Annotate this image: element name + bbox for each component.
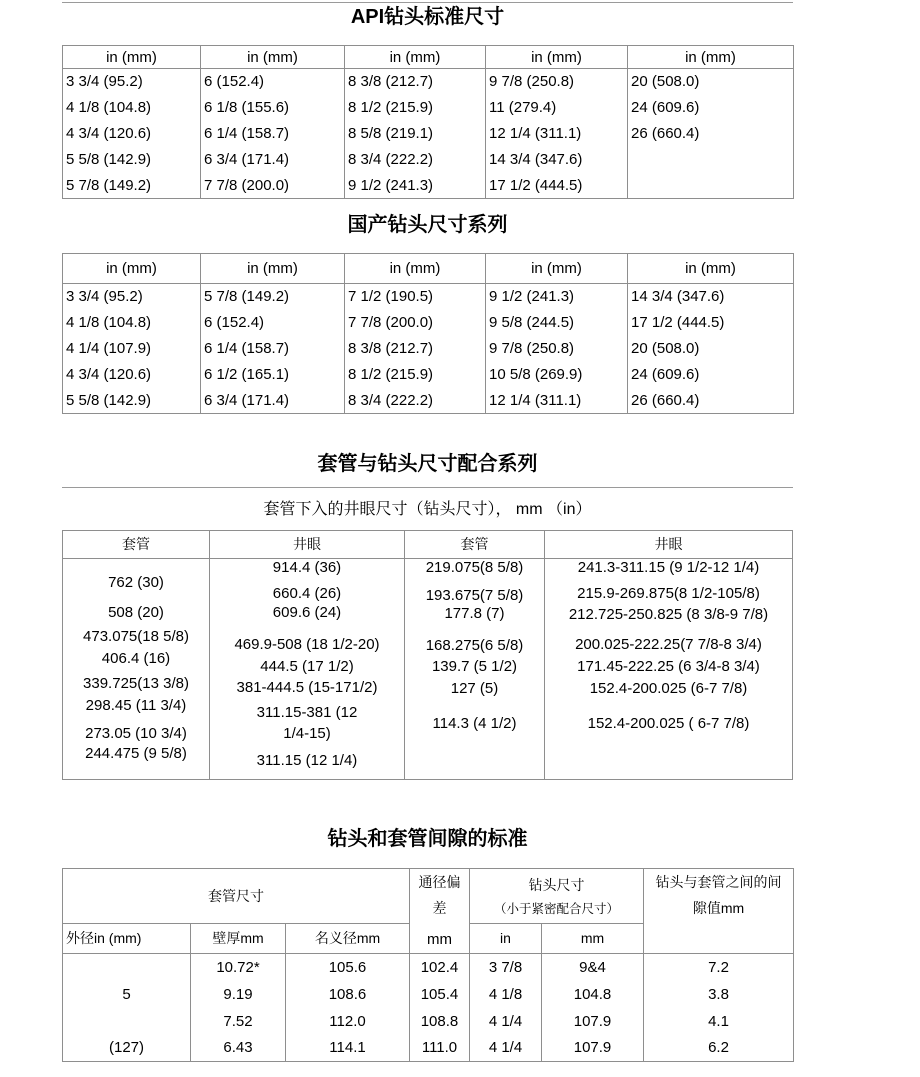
table-cell: 24 (609.6) (628, 95, 794, 121)
table-cell: 6.43 (191, 1035, 286, 1062)
column-header-wall-thickness: 壁厚mm (191, 923, 286, 953)
table-cell: 4 1/8 (104.8) (66, 314, 152, 331)
table-cell: 105.4 (410, 981, 470, 1008)
table-cell: 4 3/4 (120.6) (66, 125, 152, 142)
casing-hole-match-table (62, 530, 793, 780)
table-cell: 6 (152.4) (201, 69, 345, 95)
table-cell: 244.475 (9 5/8) (85, 745, 187, 762)
table-cell: 17 1/2 (444.5) (486, 173, 628, 199)
table-cell: 8 3/8 (212.7) (345, 336, 486, 362)
table-cell: 9 5/8 (244.5) (486, 310, 628, 336)
table-cell: 114.1 (286, 1035, 410, 1062)
casing-column-1 (63, 559, 209, 779)
column-header-outer-diameter: 外径in (mm) (66, 930, 142, 947)
table-cell: 11 (279.4) (486, 95, 628, 121)
casing-column-2 (404, 559, 544, 779)
column-header: in (mm) (486, 46, 628, 69)
table-row (63, 336, 794, 362)
table-cell: 5 5/8 (142.9) (66, 391, 152, 409)
column-header-nominal-diameter: 名义径mm (286, 923, 410, 953)
column-header: in (mm) (345, 254, 486, 284)
column-header-inches: in (470, 923, 542, 953)
column-header: in (mm) (201, 254, 345, 284)
table-header-row (63, 869, 794, 924)
hole-column-1 (209, 559, 404, 779)
table-cell: 17 1/2 (444.5) (628, 310, 794, 336)
api-bit-size-table (62, 45, 794, 199)
table-cell: 5 (122, 985, 131, 1003)
column-header: in (mm) (628, 254, 794, 284)
table-cell: 20 (508.0) (628, 69, 794, 95)
table-cell (628, 147, 794, 173)
table-cell: 177.8 (7) (444, 605, 505, 622)
table-cell: 406.4 (16) (101, 650, 171, 667)
table-cell: 6 1/4 (158.7) (201, 336, 345, 362)
column-header-drift-deviation (410, 869, 470, 954)
drift-label-line1: 通径偏 (418, 874, 461, 890)
section1-title: API钻头标准尺寸 (350, 6, 505, 28)
table-cell: 7 7/8 (200.0) (201, 173, 345, 199)
table-cell: 4 1/4 (470, 1008, 542, 1035)
table-cell: 9 7/8 (250.8) (486, 336, 628, 362)
table-cell: 660.4 (26) (272, 585, 342, 602)
table-cell: 6.2 (644, 1035, 794, 1062)
table-row (63, 95, 794, 121)
table-cell: 381-444.5 (15-171/2) (236, 679, 378, 696)
top-divider (62, 2, 793, 3)
table-cell: 26 (660.4) (628, 388, 794, 414)
drift-label-line2: 差 (432, 900, 447, 916)
table-cell: 112.0 (286, 1008, 410, 1035)
clearance-label-line1: 钻头与套管之间的间 (655, 874, 782, 890)
table-cell: 200.025-222.25(7 7/8-8 3/4) (575, 636, 762, 653)
table-cell: 24 (609.6) (628, 362, 794, 388)
table-cell: 107.9 (542, 1035, 644, 1062)
table-cell: 8 5/8 (219.1) (345, 121, 486, 147)
column-header-casing: 套管 (122, 536, 150, 552)
column-header: in (mm) (628, 46, 794, 69)
table-row (63, 981, 794, 1008)
hole-column-2 (544, 559, 792, 779)
table-cell: 108.6 (286, 981, 410, 1008)
table-cell: 168.275(6 5/8) (425, 637, 524, 654)
table-cell: 102.4 (410, 954, 470, 981)
table-cell (628, 173, 794, 199)
clearance-label-line2: 隙值mm (692, 900, 745, 916)
table-cell: 609.6 (24) (272, 604, 342, 621)
table-row (63, 954, 794, 981)
table-cell: 215.9-269.875(8 1/2-105/8) (577, 585, 760, 602)
table-cell: 193.675(7 5/8) (425, 587, 524, 604)
table-cell: 108.8 (410, 1008, 470, 1035)
table-cell: 152.4-200.025 ( 6-7 7/8) (587, 715, 750, 732)
table-cell: 4 1/4 (470, 1035, 542, 1062)
table-cell: 1/4-15) (283, 725, 331, 742)
domestic-bit-size-table (62, 253, 794, 414)
table-row (63, 362, 794, 388)
table-cell: 111.0 (410, 1035, 470, 1062)
table-cell: 6 1/2 (165.1) (201, 362, 345, 388)
table-cell: 3.8 (644, 981, 794, 1008)
table-cell: 914.4 (36) (272, 559, 342, 576)
table-row (63, 147, 794, 173)
table-cell: 7.2 (644, 954, 794, 981)
section3-title: 套管与钻头尺寸配合系列 (317, 453, 538, 475)
table-cell: 20 (508.0) (628, 336, 794, 362)
table-cell: 9&4 (542, 954, 644, 981)
table-cell: 107.9 (542, 1008, 644, 1035)
table-cell: 5 5/8 (142.9) (66, 151, 152, 168)
table-cell: 508 (20) (108, 604, 164, 621)
clearance-standard-table (62, 868, 794, 1062)
table-body (63, 559, 792, 779)
column-header-bit-size (470, 869, 644, 924)
table-cell: 8 3/4 (222.2) (345, 147, 486, 173)
table-cell: 6 3/4 (171.4) (201, 147, 345, 173)
table-cell: 9 1/2 (241.3) (345, 173, 486, 199)
table-cell: 104.8 (542, 981, 644, 1008)
bit-size-label: 钻头尺寸 (528, 876, 585, 893)
table-cell: 339.725(13 3/8) (83, 675, 189, 692)
table-cell: 7.52 (191, 1008, 286, 1035)
table-row (63, 1035, 794, 1062)
column-header-casing: 套管 (404, 531, 544, 558)
table-cell: 10 5/8 (269.9) (486, 362, 628, 388)
table-row (63, 284, 794, 310)
table-cell: 4 1/4 (107.9) (66, 340, 152, 357)
table-cell: 3 3/4 (95.2) (66, 288, 143, 306)
table-cell: 6 (152.4) (201, 310, 345, 336)
table-cell: 3 3/4 (95.2) (66, 73, 143, 91)
table-cell: 7 1/2 (190.5) (345, 284, 486, 310)
table-cell: 298.45 (11 3/4) (85, 697, 187, 714)
table-cell: 444.5 (17 1/2) (260, 658, 354, 675)
table-cell: 139.7 (5 1/2) (431, 658, 518, 675)
table-cell: 473.075(18 5/8) (83, 628, 189, 645)
table-header-row (63, 254, 794, 284)
table-cell: 152.4-200.025 (6-7 7/8) (589, 680, 748, 697)
table-cell: 5 7/8 (149.2) (201, 284, 345, 310)
table-cell: (127) (108, 1039, 145, 1057)
table-row (63, 310, 794, 336)
table-row (63, 388, 794, 414)
table-row (63, 121, 794, 147)
table-cell: 8 1/2 (215.9) (345, 95, 486, 121)
table-header-row (63, 531, 792, 559)
table-cell: 10.72* (191, 954, 286, 981)
table-cell: 4 1/8 (470, 981, 542, 1008)
table-cell: 4.1 (644, 1008, 794, 1035)
column-header: in (mm) (486, 254, 628, 284)
table-cell: 26 (660.4) (628, 121, 794, 147)
column-header-hole: 井眼 (209, 531, 404, 558)
table-cell: 127 (5) (450, 680, 499, 697)
table-cell: 311.15-381 (12 (256, 704, 358, 721)
column-header: in (mm) (63, 46, 201, 69)
table-cell: 212.725-250.825 (8 3/8-9 7/8) (568, 606, 769, 623)
table-cell (63, 1008, 191, 1035)
table-cell: 6 3/4 (171.4) (201, 388, 345, 414)
table-cell: 9 7/8 (250.8) (486, 69, 628, 95)
section3-subtitle: 套管下入的井眼尺寸（钻头尺寸）， mm （in） (263, 501, 592, 518)
table-cell: 4 1/8 (104.8) (66, 99, 152, 116)
column-header: in (mm) (345, 46, 486, 69)
section2-title: 国产钻头尺寸系列 (347, 214, 508, 236)
column-header-hole: 井眼 (544, 531, 792, 558)
table-cell: 6 1/4 (158.7) (201, 121, 345, 147)
table-cell (63, 954, 191, 981)
table-cell: 9 1/2 (241.3) (486, 284, 628, 310)
table-cell: 8 3/8 (212.7) (345, 69, 486, 95)
section4-title: 钻头和套管间隙的标准 (327, 828, 528, 850)
column-header: in (mm) (63, 254, 201, 284)
table-cell: 9.19 (191, 981, 286, 1008)
table-cell: 469.9-508 (18 1/2-20) (234, 636, 380, 653)
table-cell: 7 7/8 (200.0) (345, 310, 486, 336)
table-cell: 3 7/8 (470, 954, 542, 981)
table-header-row (63, 46, 794, 69)
table-cell: 6 1/8 (155.6) (201, 95, 345, 121)
table-cell: 8 3/4 (222.2) (345, 388, 486, 414)
table-cell: 12 1/4 (311.1) (486, 121, 628, 147)
bit-size-note: （小于紧密配合尺寸） (494, 901, 620, 916)
drift-unit: mm (427, 931, 452, 948)
table-cell: 311.15 (12 1/4) (256, 752, 358, 769)
table-cell: 219.075(8 5/8) (425, 559, 524, 576)
table-row (63, 1008, 794, 1035)
table-cell: 8 1/2 (215.9) (345, 362, 486, 388)
table-row (63, 173, 794, 199)
table-cell: 762 (30) (108, 574, 164, 591)
column-header-casing-size: 套管尺寸 (63, 869, 410, 924)
table-row (63, 69, 794, 95)
table-cell: 12 1/4 (311.1) (486, 388, 628, 414)
table-cell: 4 3/4 (120.6) (66, 366, 152, 383)
table-cell: 171.45-222.25 (6 3/4-8 3/4) (577, 658, 760, 675)
table-cell: 14 3/4 (347.6) (628, 284, 794, 310)
column-header: in (mm) (201, 46, 345, 69)
column-header-clearance (644, 869, 794, 954)
table-cell: 273.05 (10 3/4) (85, 725, 187, 742)
table-cell: 5 7/8 (149.2) (66, 176, 152, 194)
column-header-millimeters: mm (542, 923, 644, 953)
table-cell: 105.6 (286, 954, 410, 981)
section3-divider (62, 487, 793, 488)
table-cell: 114.3 (4 1/2) (432, 715, 517, 732)
table-cell: 241.3-311.15 (9 1/2-12 1/4) (577, 559, 760, 576)
table-cell: 14 3/4 (347.6) (486, 147, 628, 173)
